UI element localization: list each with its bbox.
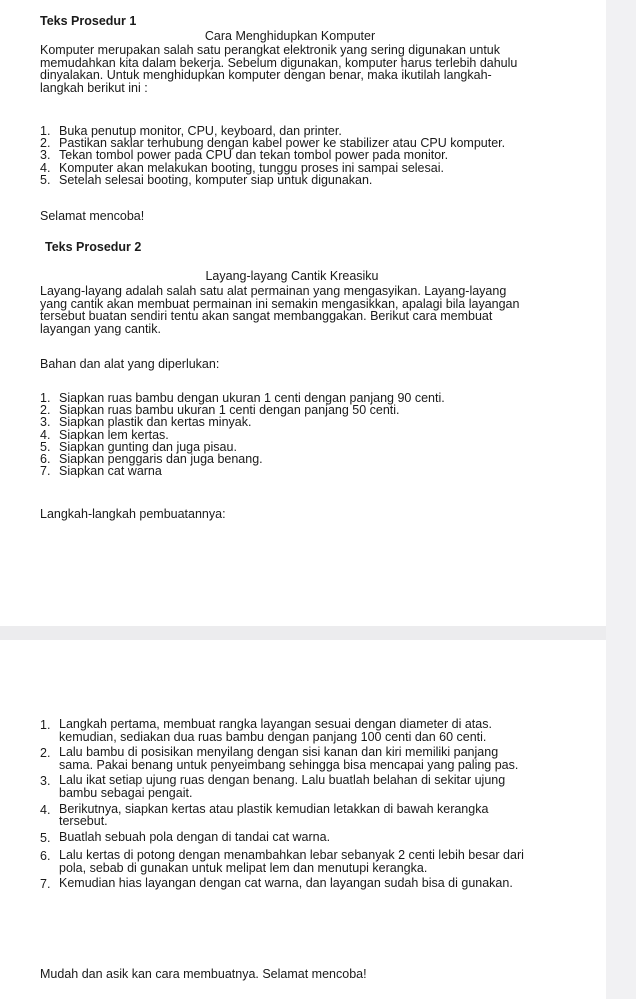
procedure-1-intro: Komputer merupakan salah satu perangkat elektronik yang sering digunakan untuk memudahkan kita dalam bekerja. Sebelum digunakan, komputer harus terlebih dahulu dinyalakan. Untuk menghidupkan komputer dengan benar, maka ikutilah langkah-langkah berikut ini :: [40, 43, 518, 95]
list-text: Lalu bambu di posisikan menyilang dengan sisi kanan dan kiri memiliki panjang sama. Pakai benang untuk penyeimbang sehingga bisa mencapai yang paling pas.: [59, 745, 519, 772]
steps-label: Langkah-langkah pembuatannya:: [40, 507, 226, 521]
list-number: 5.: [40, 439, 51, 454]
list-number: 1.: [40, 391, 51, 405]
procedure-1-closing: Selamat mencoba!: [40, 209, 145, 223]
list-text: Buka penutup monitor, CPU, keyboard, dan printer.: [59, 124, 342, 138]
list-text: Siapkan cat warna: [59, 464, 162, 479]
list-number: 5.: [40, 172, 51, 187]
list-number: 3.: [40, 415, 51, 430]
list-number: 4.: [40, 160, 51, 175]
list-number: 2.: [40, 136, 51, 151]
materials-label: Bahan dan alat yang diperlukan:: [40, 357, 220, 371]
list-item: [40, 465, 540, 477]
list-text: Siapkan ruas bambu dengan ukuran 1 centi dengan panjang 90 centi.: [59, 391, 445, 405]
procedure-1-heading: Teks Prosedur 1: [40, 14, 137, 28]
list-text: Siapkan lem kertas.: [59, 427, 169, 442]
list-text: Lalu ikat setiap ujung ruas dengan benang. Lalu buatlah belahan di sekitar ujung bambu sebagai pengait.: [59, 773, 506, 801]
procedure-2-title: Layang-layang Cantik Kreasiku: [205, 269, 379, 283]
procedure-2-intro: Layang-layang adalah salah satu alat permainan yang mengasyikan. Layang-layang yang cantik akan membuat permainan ini semakin mengasikkan, apalagi bila layangan tersebut buatan sendiri tentu akan sangat membanggakan. Berikut cara membuat layangan yang cantik.: [40, 284, 520, 336]
list-text: Siapkan gunting dan juga pisau.: [59, 439, 237, 454]
list-text: Lalu kertas di potong dengan menambahkan lebar sebanyak 2 centi lebih besar dari pola, sebab di gunakan untuk melipat lem dan menutupi kerangka.: [59, 847, 524, 875]
list-text: Buatlah sebuah pola dengan di tandai cat warna.: [59, 829, 331, 844]
list-text: Komputer akan melakukan booting, tunggu proses ini sampai selesai.: [59, 160, 444, 175]
list-item: [40, 774, 535, 800]
scrollbar-track[interactable]: [606, 0, 636, 999]
list-text: Tekan tombol power pada CPU dan tekan tombol power pada monitor.: [59, 148, 449, 163]
list-text: Setelah selesai booting, komputer siap untuk digunakan.: [59, 172, 373, 187]
list-number: 2.: [40, 746, 51, 761]
list-number: 6.: [40, 848, 51, 863]
list-item: [40, 416, 540, 428]
list-item: [40, 831, 535, 846]
list-item: [40, 849, 535, 875]
list-text: Langkah pertama, membuat rangka layangan sesuai dengan diameter di atas. kemudian, sediakan dua ruas bambu dengan panjang 100 centi dan 60 centi.: [59, 717, 492, 744]
procedure-1-steps: [40, 125, 540, 186]
procedure-1-title: Cara Menghidupkan Komputer: [204, 29, 376, 43]
list-text: Siapkan ruas bambu ukuran 1 centi dengan panjang 50 centi.: [59, 403, 400, 418]
list-number: 3.: [40, 148, 51, 163]
procedure-2-closing: Mudah dan asik kan cara membuatnya. Selamat mencoba!: [40, 967, 367, 981]
list-number: 7.: [40, 464, 51, 479]
list-item: [40, 877, 535, 892]
list-number: 4.: [40, 427, 51, 442]
list-text: Berikutnya, siapkan kertas atau plastik kemudian letakkan di bawah kerangka tersebut.: [59, 801, 489, 829]
list-number: 2.: [40, 403, 51, 418]
construction-steps: [40, 718, 535, 895]
list-item: [40, 149, 540, 161]
list-number: 6.: [40, 452, 51, 467]
document-page-2: [0, 640, 606, 999]
list-number: 1.: [40, 124, 51, 138]
list-text: Siapkan plastik dan kertas minyak.: [59, 415, 252, 430]
list-item: [40, 174, 540, 186]
list-text: Kemudian hias layangan dengan cat warna, dan layangan sudah bisa di gunakan.: [59, 875, 513, 890]
list-item: [40, 718, 535, 744]
list-number: 1.: [40, 718, 51, 732]
list-item: [40, 429, 540, 441]
procedure-2-heading: Teks Prosedur 2: [45, 240, 142, 254]
list-number: 3.: [40, 774, 51, 789]
list-item: [40, 746, 535, 772]
list-text: Siapkan penggaris dan juga benang.: [59, 452, 263, 467]
list-item: [40, 162, 540, 174]
materials-list: [40, 392, 540, 477]
list-number: 7.: [40, 876, 51, 891]
list-number: 5.: [40, 830, 51, 845]
list-number: 4.: [40, 802, 51, 817]
list-item: [40, 803, 535, 829]
list-text: Pastikan saklar terhubung dengan kabel power ke stabilizer atau CPU komputer.: [59, 136, 506, 151]
